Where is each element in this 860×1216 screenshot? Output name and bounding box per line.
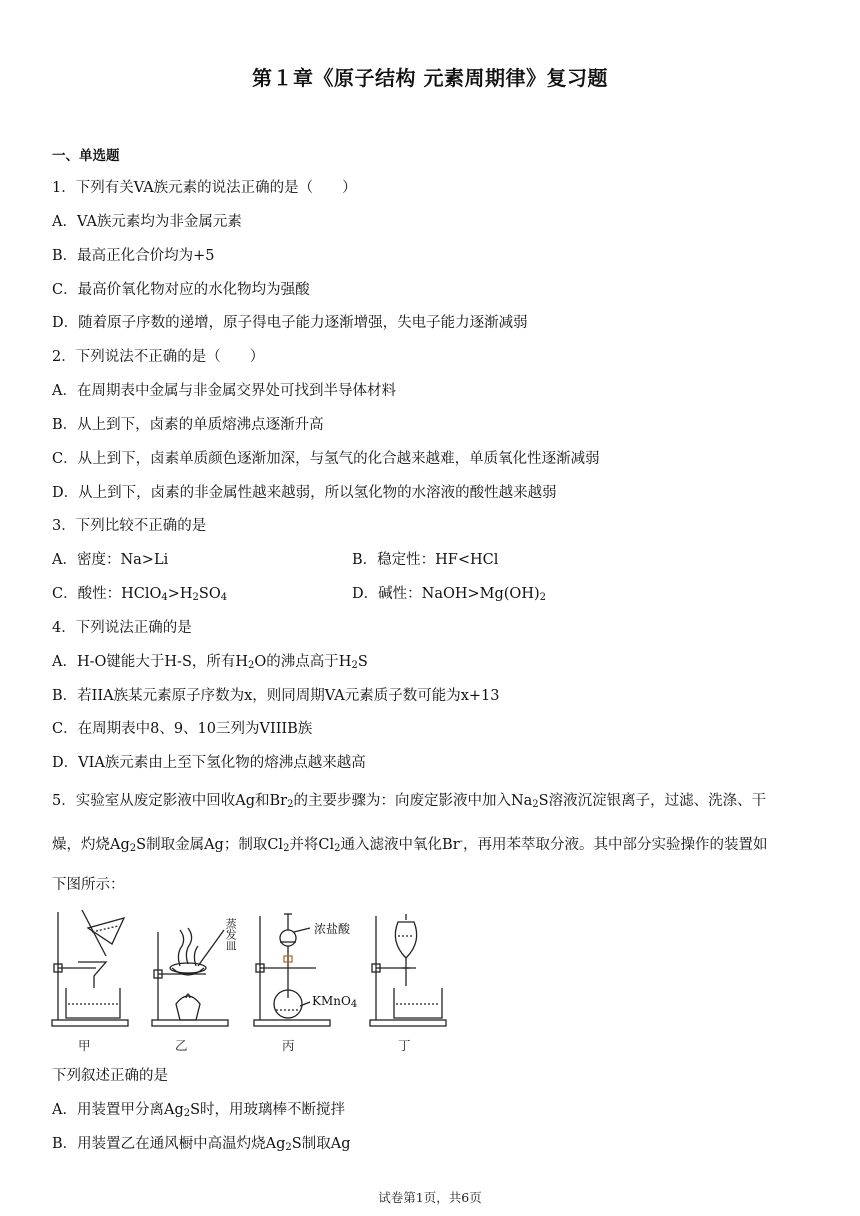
q5-question: 下列叙述正确的是 [52, 1068, 168, 1084]
apparatus-figure [48, 908, 448, 1038]
q1-option-c: C．最高价氧化物对应的水化物均为强酸 [52, 282, 310, 298]
page-title: 第１章《原子结构 元素周期律》复习题 [252, 66, 608, 90]
q5-option-a: A．用装置甲分离$Ag_2S$时，用玻璃棒不断搅拌 [52, 1102, 346, 1119]
q1-stem: 1．下列有关VA族元素的说法正确的是（ ） [52, 180, 357, 196]
q5-stem-line1: 5．实验室从废定影液中回收Ag和$Br_2$的主要步骤为：向废定影液中加入$Na_2S$溶液沉淀银离子，过滤、洗涤、干 [52, 793, 767, 810]
label-jia: 甲 [78, 1038, 91, 1053]
q1-option-a: A．VA族元素均为非金属元素 [52, 214, 242, 230]
section-heading: 一、单选题 [52, 148, 120, 164]
label-bing: 丙 [282, 1038, 295, 1053]
kmno4-label: KMnO$_4$ [312, 994, 358, 1010]
q2-option-c: C．从上到下，卤素单质颜色逐渐加深，与氢气的化合越来越难，单质氧化性逐渐减弱 [52, 451, 600, 467]
q3-option-c: C．酸性：$HClO_4>H_2SO_4$ [52, 586, 228, 603]
q3-option-a: A．密度：Na>Li [52, 552, 169, 568]
q2-option-d: D．从上到下，卤素的非金属性越来越弱，所以氢化物的水溶液的酸性越来越弱 [52, 485, 557, 501]
zhengfamin-label: 蒸发皿 [224, 918, 238, 951]
label-ding: 丁 [398, 1038, 411, 1053]
q4-option-d: D．VIA族元素由上至下氢化物的熔沸点越来越高 [52, 755, 366, 771]
apparatus-ding-separation [370, 914, 446, 1026]
page-footer: 试卷第1页，共6页 [378, 1190, 482, 1205]
q2-option-b: B．从上到下，卤素的单质熔沸点逐渐升高 [52, 417, 324, 433]
q3-stem: 3．下列比较不正确的是 [52, 518, 207, 534]
apparatus-jia-filtration [52, 910, 128, 1026]
q2-stem: 2．下列说法不正确的是（ ） [52, 349, 265, 365]
q4-stem: 4．下列说法正确的是 [52, 620, 192, 636]
q5-stem-line2: 燥，灼烧$Ag_2S$制取金属Ag；制取$Cl_2$并将$Cl_2$通入滤液中氧化Br-，再用苯萃取分液。其中部分实验操作的装置如 [52, 836, 768, 854]
q4-option-c: C．在周期表中8、9、10三列为VIIIB族 [52, 721, 313, 737]
nongyansuan-label: 浓盐酸 [314, 922, 351, 936]
q1-option-d: D．随着原子序数的递增，原子得电子能力逐渐增强，失电子能力逐渐减弱 [52, 315, 528, 331]
q1-option-b: B．最高正化合价均为+5 [52, 248, 215, 264]
q3-option-d: D．碱性：$NaOH>Mg(OH)_2$ [352, 586, 546, 603]
q3-option-b: B．稳定性：HF<HCl [352, 552, 499, 568]
apparatus-yi-evaporation [152, 928, 228, 1026]
q4-option-a: A．H-O键能大于H-S，所有$H_2O$的沸点高于$H_2S$ [52, 654, 368, 671]
q4-option-b: B．若IIA族某元素原子序数为x，则同周期VA元素质子数可能为x+13 [52, 688, 500, 704]
q5-stem-line3: 下图所示： [52, 877, 125, 893]
q5-option-b: B．用装置乙在通风橱中高温灼烧$Ag_2S$制取Ag [52, 1136, 351, 1153]
label-yi: 乙 [175, 1038, 188, 1053]
q2-option-a: A．在周期表中金属与非金属交界处可找到半导体材料 [52, 383, 396, 399]
